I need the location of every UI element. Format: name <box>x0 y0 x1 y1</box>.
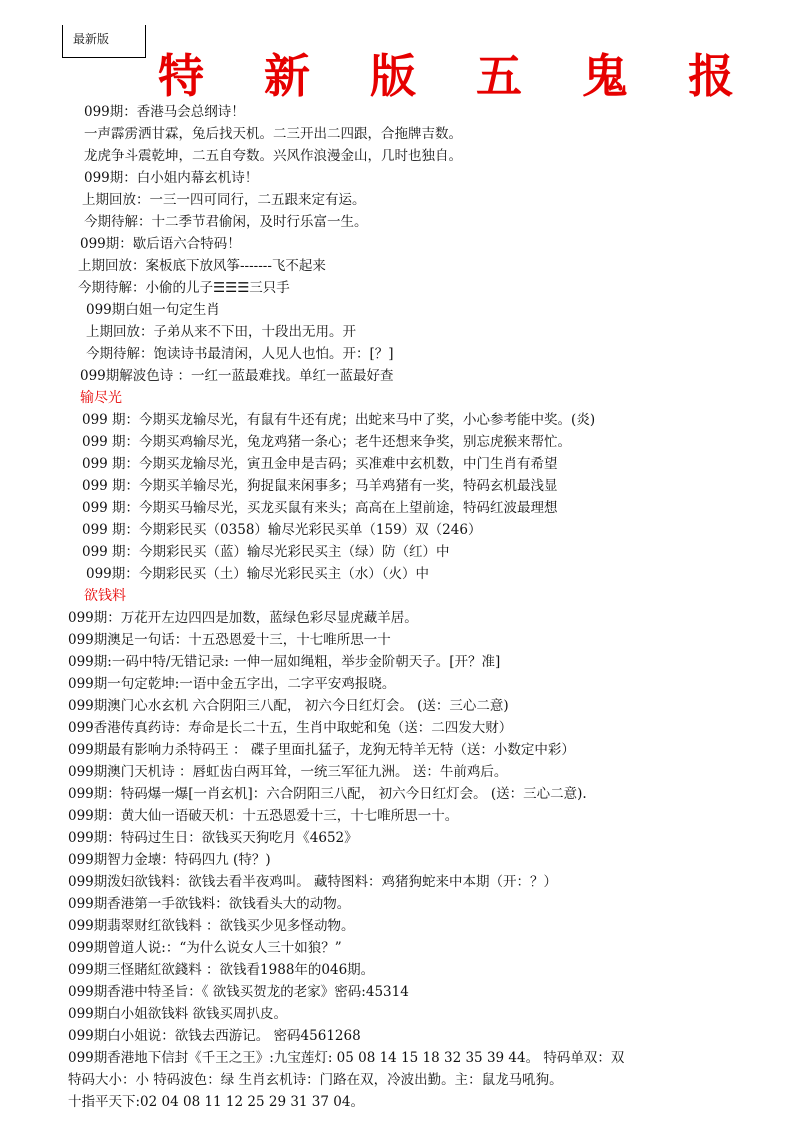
section-heading: 欲钱料 <box>84 588 126 604</box>
text-line: 099 期：今期买龙输尽光，寅丑金申是吉码；买准难中玄机数，中门生肖有希望 <box>82 456 558 472</box>
text-line: 今期待解：小偷的儿子☰☰☰三只手 <box>78 280 290 296</box>
text-line: 上期回放：一三一四可同行，二五跟来定有运。 <box>82 192 366 208</box>
text-line: 099期澳门心水玄机 六合阴阳三八配， 初六今日红灯会。 (送：三心二意) <box>68 698 509 714</box>
text-line: 今期待解：十二季节君偷闲，及时行乐富一生。 <box>84 214 368 230</box>
text-line: 099期香港第一手欲钱料：欲钱看头大的动物。 <box>68 896 351 912</box>
text-line: 一声霹雳洒甘霖，兔后找天机。二三开出二四跟，合拖牌吉数。 <box>84 126 462 142</box>
text-line: 上期回放：子弟从来不下田，十段出无用。开 <box>86 324 356 340</box>
text-line: 099期：今期彩民买（土）输尽光彩民买主（水）（火）中 <box>86 566 430 582</box>
text-line: 099 期：今期买马输尽光，买龙买鼠有来头；高高在上望前途，特码红波最理想 <box>82 500 558 516</box>
text-line: 099期解波色诗 ：一红一蓝最难找。单红一蓝最好查 <box>80 368 394 384</box>
text-line: 099期曾道人说:：“为什么说女人三十如狼？” <box>68 940 342 956</box>
text-line: 099期白小姐欲钱料 欲钱买周扒皮。 <box>68 1006 288 1022</box>
text-line: 上期回放：案板底下放风筝-------飞不起来 <box>78 258 326 274</box>
text-line: 099 期：今期彩民买（蓝）输尽光彩民买主（绿）防（红）中 <box>82 544 450 560</box>
text-line: 099期：特码爆一爆[一肖玄机]：六合阴阳三八配， 初六今日红灯会。 (送：三心二意). <box>68 786 587 802</box>
text-line: 099期：白小姐内幕玄机诗！ <box>84 170 259 186</box>
edition-tag: 最新版 <box>62 25 146 58</box>
text-line: 099期:一码中特/无错记录: 一伸一屈如绳粗，举步金阶朝天子。[开？准] <box>68 654 501 670</box>
text-line: 099期：黄大仙一语破天机：十五恐恩爱十三，十七唯所思一十。 <box>68 808 459 824</box>
text-line: 099期白小姐说：欲钱去西游记。 密码4561268 <box>68 1028 361 1044</box>
text-line: 099期泼妇欲钱料：欲钱去看半夜鸡叫。 藏特图料：鸡猪狗蛇来中本期（开：？） <box>68 874 558 890</box>
text-line: 今期待解：饱读诗书最清闲，人见人也怕。开：[？] <box>86 346 394 362</box>
text-line: 十指平天下:02 04 08 11 12 25 29 31 37 04。 <box>68 1094 364 1110</box>
text-line: 099 期：今期买龙输尽光，有鼠有牛还有虎；出蛇来马中了奖，小心参考能中奖。(炎) <box>82 412 596 428</box>
text-line: 099期智力金壊：特码四九 (特？) <box>68 852 271 868</box>
text-line: 099期白姐一句定生肖 <box>86 302 220 318</box>
text-line: 099期香港中特圣旨：《 欲钱买贺龙的老家》密码:45314 <box>68 984 409 1000</box>
text-line: 099期翡翠财红欲钱料 ：欲钱买少见多怪动物。 <box>68 918 355 934</box>
text-line: 099香港传真药诗：寿命是长二十五，生肖中取蛇和兔（送：二四发大财） <box>68 720 513 736</box>
section-heading: 输尽光 <box>80 390 122 406</box>
text-line: 099 期：今期买鸡输尽光，兔龙鸡猪一条心；老牛还想来争奖，别忘虎猴来帮忙。 <box>82 434 572 450</box>
text-line: 099期：香港马会总纲诗！ <box>84 104 245 120</box>
text-line: 099期：特码过生日：欲钱买天狗吃月《4652》 <box>68 830 358 846</box>
page-title: 特 新 版 五 鬼 报 <box>158 49 757 103</box>
text-line: 099期最有影响力杀特码王 ： 碟子里面扎猛子，龙狗无特羊无特（送：小数定中彩） <box>68 742 575 758</box>
text-line: 099期：万花开左边四四是加数，蓝绿色彩尽显虎藏羊居。 <box>68 610 418 626</box>
text-line: 099期：歇后语六合特码！ <box>80 236 241 252</box>
text-line: 099 期：今期买羊输尽光，狗捉鼠来闲事多；马羊鸡猪有一奖，特码玄机最浅显 <box>82 478 558 494</box>
text-line: 099 期：今期彩民买（0358）输尽光彩民买单（159）双（246） <box>82 522 482 538</box>
text-line: 099期香港地下信封《千王之王》:九宝莲灯: 05 08 14 15 18 32 35 39 44。 特码单双：双 <box>68 1050 625 1066</box>
text-line: 龙虎争斗震乾坤，二五自夸数。兴风作浪漫金山，几时也独自。 <box>84 148 462 164</box>
text-line: 099期澳足一句话：十五恐恩爱十三，十七唯所思一十 <box>68 632 391 648</box>
text-line: 特码大小：小 特码波色：绿 生肖玄机诗：门路在双，冷波出勤。主：鼠龙马吼狗。 <box>68 1072 563 1088</box>
text-line: 099期三怪賭紅欲錢料 ：欲钱看1988年的046期。 <box>68 962 375 978</box>
text-line: 099期澳门天机诗 ：唇虹齿白两耳耸，一统三军征九洲。 送：牛前鸡后。 <box>68 764 508 780</box>
text-line: 099期一句定乾坤:一语中金五字出，二字平安鸡报晓。 <box>68 676 396 692</box>
